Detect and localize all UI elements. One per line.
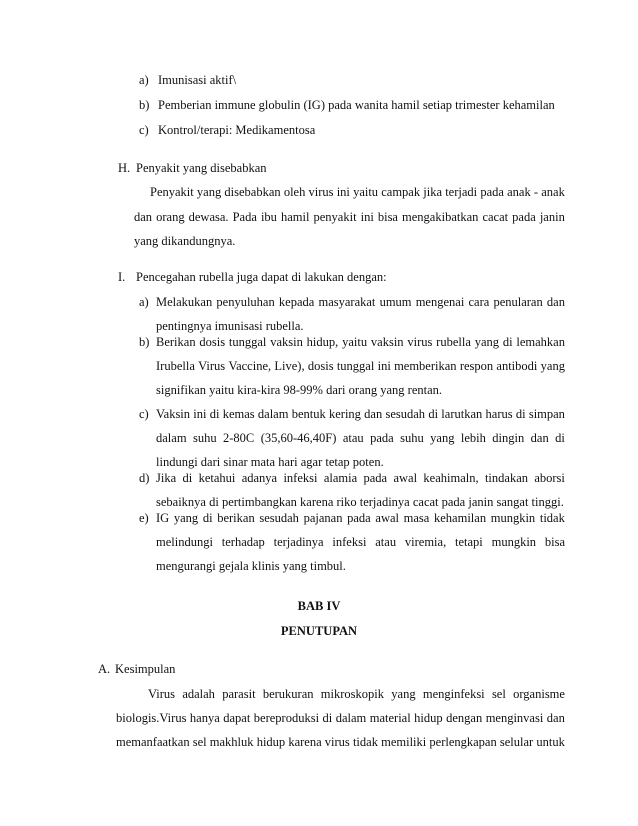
word: dapat <box>223 711 251 725</box>
word: sel <box>491 687 506 701</box>
word: Penyakit <box>150 185 194 199</box>
list-marker: c) <box>139 123 149 137</box>
word: dosis <box>199 335 226 349</box>
word: infeksi <box>283 471 318 485</box>
word: dan <box>134 210 153 224</box>
list-item-line <box>156 406 565 422</box>
word: bentuk <box>291 407 326 421</box>
word: tetapi <box>455 535 483 549</box>
word: umum <box>379 295 412 309</box>
word: lebih <box>460 431 486 445</box>
word: dan <box>546 711 565 725</box>
word: 2-80C <box>223 431 255 445</box>
word: harus <box>485 407 513 421</box>
word: tunggal <box>228 335 267 349</box>
word: anak <box>541 185 565 199</box>
list-item-text: Imunisasi aktif\ <box>158 73 237 87</box>
word: kering <box>328 407 361 421</box>
word: yang <box>430 431 455 445</box>
list-item-line <box>156 358 565 374</box>
word: dosis <box>307 359 334 373</box>
list-marker: b) <box>139 335 150 349</box>
word: mungkin <box>490 511 536 525</box>
word: alamia <box>323 471 358 485</box>
word: bereproduksi <box>253 711 320 725</box>
word: pada <box>512 210 536 224</box>
word: dan <box>546 295 565 309</box>
word: biologis.Virus <box>116 711 187 725</box>
word: dalam <box>335 711 367 725</box>
word: oleh <box>283 185 306 199</box>
word: Live), <box>274 359 305 373</box>
section-marker: I. <box>118 270 126 284</box>
word: di <box>428 407 439 421</box>
word: kehamilan <box>434 511 487 525</box>
list-item-line <box>156 470 565 486</box>
paragraph-line <box>134 209 565 225</box>
word: hamil <box>280 210 310 224</box>
paragraph-line: yang dikandungnya. <box>134 234 236 248</box>
word: menginvasi <box>485 711 544 725</box>
chapter-title: PENUTUPAN <box>280 624 358 638</box>
word: anak <box>507 185 531 199</box>
section-marker: H. <box>118 161 131 175</box>
list-marker: d) <box>139 471 150 485</box>
word: material <box>369 711 411 725</box>
word: dewasa. <box>188 210 229 224</box>
word: berukuran <box>262 687 314 701</box>
word: sesudah <box>385 407 426 421</box>
word: lemahkan <box>516 335 565 349</box>
word: mungkin <box>491 535 537 549</box>
word: tindakan <box>484 471 528 485</box>
word: di <box>502 335 513 349</box>
word: cacat <box>482 210 509 224</box>
word: cara <box>468 295 490 309</box>
word: memiliki <box>381 735 427 749</box>
list-marker: a) <box>139 295 149 309</box>
word: Berikan <box>156 335 196 349</box>
word: Vaksin <box>156 407 191 421</box>
word: kepada <box>278 295 315 309</box>
word: memanfaatkan <box>116 735 190 749</box>
word: pada <box>480 185 504 199</box>
word: IG <box>156 511 170 525</box>
word: hidup <box>256 735 286 749</box>
word: awal <box>375 511 399 525</box>
word: jika <box>423 185 443 199</box>
section-heading: Penyakit yang disebabkan <box>136 161 267 175</box>
list-item-text: Kontrol/terapi: Medikamentosa <box>158 123 316 137</box>
word: menginfeksi <box>422 687 485 701</box>
word: (35,60-46,40F) <box>260 431 337 445</box>
word: pada <box>363 471 388 485</box>
word: tidak <box>352 735 378 749</box>
word: pajanan <box>303 511 343 525</box>
word: mengenai <box>415 295 465 309</box>
word: Virus <box>148 687 176 701</box>
list-item-line: lindungi dari sinar mata hari agar tetap poten. <box>156 455 384 469</box>
word: yaitu <box>342 335 368 349</box>
paragraph-line <box>150 184 565 200</box>
word: yaitu <box>353 185 379 199</box>
word: Pada <box>232 210 257 224</box>
word: terhadap <box>221 535 265 549</box>
list-marker: c) <box>139 407 149 421</box>
word: rubella <box>436 335 471 349</box>
word: virus <box>407 335 433 349</box>
word: dan <box>364 407 383 421</box>
word: di <box>209 407 220 421</box>
word: untuk <box>536 735 565 749</box>
word: respon <box>459 359 494 373</box>
word: hidup <box>414 711 443 725</box>
word: atau <box>375 535 397 549</box>
list-item-line: signifikan yaitu kira-kira 98-99% dari orang yang rentan. <box>156 383 443 397</box>
word: pada <box>347 511 371 525</box>
word: sesudah <box>259 511 299 525</box>
word: masa <box>403 511 430 525</box>
word: di <box>322 711 333 725</box>
word: mengakibatkan <box>402 210 479 224</box>
word: yang <box>391 687 416 701</box>
list-item-line: pentingnya imunisasi rubella. <box>156 319 304 333</box>
word: viremia, <box>404 535 447 549</box>
list-item-line: sebaiknya di pertimbangkan karena riko terjadinya cacat pada janin sangat tinggi. <box>156 495 564 509</box>
word: dingin <box>492 431 525 445</box>
word: disebabkan <box>224 185 281 199</box>
word: ketahui <box>198 471 236 485</box>
word: makhluk <box>209 735 254 749</box>
word: masyarakat <box>318 295 376 309</box>
word: selular <box>499 735 534 749</box>
word: terjadi <box>445 185 478 199</box>
word: orang <box>156 210 185 224</box>
list-item-line: mengurangi gejala klinis yang timbul. <box>156 559 346 573</box>
word: dan <box>530 431 549 445</box>
paragraph-line <box>116 734 565 750</box>
word: ini <box>336 185 350 199</box>
word: yang <box>173 511 199 525</box>
word: di <box>515 407 526 421</box>
section-heading: Pencegahan rubella juga dapat di lakukan dengan: <box>136 270 387 284</box>
section-marker: A. <box>98 662 111 676</box>
word: virus <box>308 185 334 199</box>
word: bisa <box>544 535 565 549</box>
list-marker: a) <box>139 73 149 87</box>
word: pada <box>370 431 394 445</box>
word: simpan <box>528 407 565 421</box>
word: di <box>202 511 213 525</box>
paragraph-line <box>116 710 565 726</box>
word: dalam <box>257 407 289 421</box>
word: bisa <box>377 210 398 224</box>
word: campak <box>381 185 421 199</box>
word: suhu <box>400 431 424 445</box>
list-item-text: Pemberian immune globulin (IG) pada wanita hamil setiap trimester kehamilan <box>158 98 555 112</box>
word: atau <box>342 431 364 445</box>
word: yang <box>540 359 565 373</box>
word: kemas <box>222 407 255 421</box>
word: Jika <box>156 471 177 485</box>
word: keahimaln, <box>423 471 479 485</box>
word: melindungi <box>156 535 213 549</box>
word: memberikan <box>394 359 457 373</box>
word: di <box>182 471 193 485</box>
paragraph-line <box>148 686 565 702</box>
word: penyakit <box>313 210 357 224</box>
word: tunggal <box>336 359 375 373</box>
word: dalam <box>156 431 187 445</box>
word: sel <box>192 735 207 749</box>
section-heading: Kesimpulan <box>115 662 176 676</box>
word: ini <box>193 407 207 421</box>
word: karena <box>288 735 322 749</box>
word: tidak <box>539 511 565 525</box>
word: penularan <box>493 295 543 309</box>
word: vaksin <box>370 335 404 349</box>
word: yang <box>196 185 222 199</box>
list-item-line <box>156 334 565 350</box>
word: adalah <box>182 687 215 701</box>
word: virus <box>324 735 350 749</box>
list-item-line <box>156 510 565 526</box>
word: suhu <box>192 431 217 445</box>
list-marker: e) <box>139 511 149 525</box>
word: ibu <box>260 210 277 224</box>
word: Irubella <box>156 359 195 373</box>
word: - <box>533 185 539 199</box>
list-item-line <box>156 294 565 310</box>
word: di <box>555 431 565 445</box>
word: adanya <box>241 471 278 485</box>
word: hanya <box>189 711 220 725</box>
word: Melakukan <box>156 295 213 309</box>
word: penyuluhan <box>216 295 275 309</box>
list-item-line <box>156 534 565 550</box>
word: ini <box>377 359 391 373</box>
word: berikan <box>217 511 255 525</box>
word: infeksi <box>332 535 367 549</box>
word: janin <box>539 210 565 224</box>
word: larutkan <box>441 407 483 421</box>
word: vaksin <box>270 335 303 349</box>
word: antibodi <box>496 359 538 373</box>
word: organisme <box>513 687 565 701</box>
chapter-number: BAB IV <box>297 599 341 613</box>
word: perlengkapan <box>429 735 497 749</box>
word: awal <box>393 471 418 485</box>
list-item-line <box>156 430 565 446</box>
list-marker: b) <box>139 98 150 112</box>
word: Virus <box>198 359 226 373</box>
word: ini <box>360 210 374 224</box>
word: dengan <box>446 711 483 725</box>
word: terjadinya <box>273 535 324 549</box>
word: mikroskopik <box>320 687 384 701</box>
word: aborsi <box>534 471 565 485</box>
word: parasit <box>222 687 256 701</box>
word: yang <box>474 335 500 349</box>
word: Vaccine, <box>228 359 272 373</box>
word: hidup, <box>306 335 339 349</box>
